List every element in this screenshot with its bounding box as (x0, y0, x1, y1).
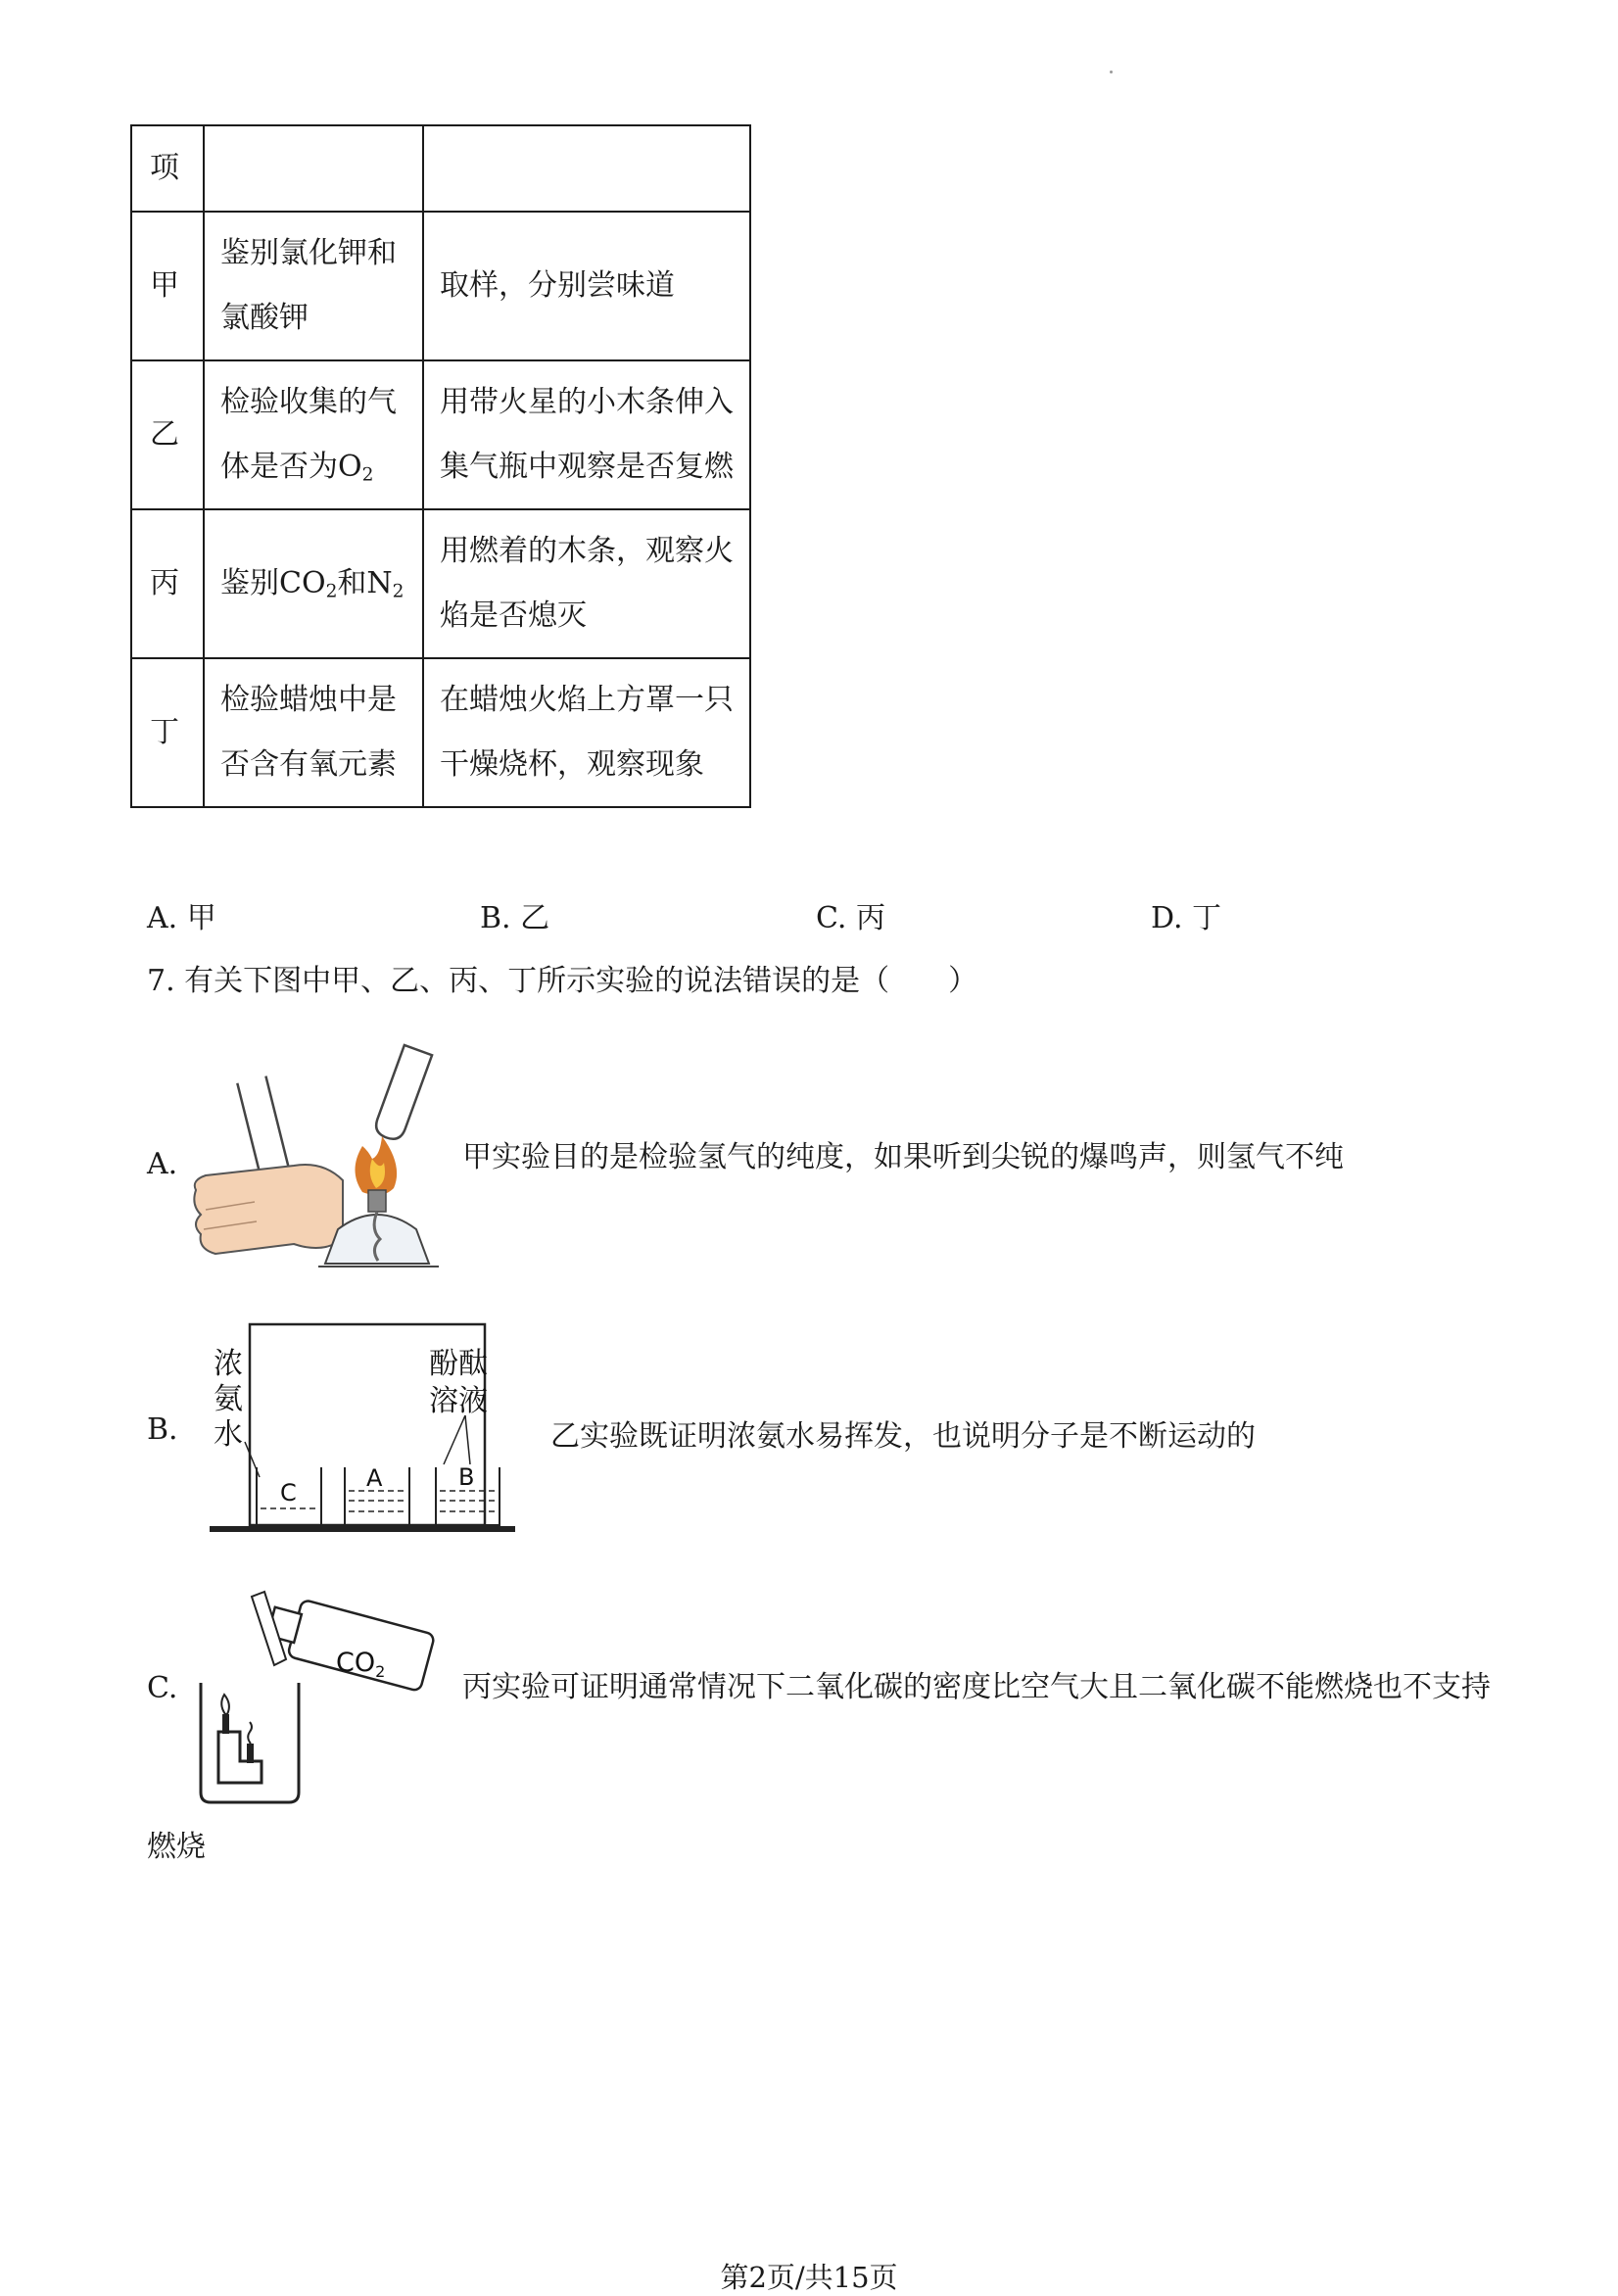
q7-c-text: 丙实验可证明通常情况下二氧化碳的密度比空气大且二氧化碳不能燃烧也不支持 (462, 1670, 1491, 1704)
scan-dot (1110, 71, 1113, 73)
table-row (131, 360, 750, 509)
q7-c-label: C. (147, 1671, 178, 1705)
candle-icon (247, 1744, 254, 1763)
inverted-tube-icon (372, 1045, 432, 1143)
fig-label-phenolphthalein: 酚酞 (429, 1347, 488, 1381)
header-method (423, 125, 750, 212)
row-purpose: 鉴别氯化钾和氯酸钾 (204, 212, 423, 360)
row-method: 在蜡烛火焰上方罩一只干燥烧杯，观察现象 (423, 658, 750, 807)
table-row (131, 509, 750, 658)
fig-label-solution: 溶液 (429, 1384, 488, 1418)
row-item: 丙 (131, 509, 204, 658)
co2-pouring-figure (191, 1587, 446, 1812)
subscript: 2 (325, 581, 338, 602)
co2-label: $CO_2$ (336, 1648, 386, 1681)
header-item: 项 (131, 125, 204, 212)
purpose-text: 和N (337, 566, 393, 600)
beaker-a-label: A (366, 1464, 383, 1492)
option-c: C. 丙 (816, 901, 885, 935)
row-purpose: 检验蜡烛中是否含有氧元素 (204, 658, 423, 807)
flame-icon (221, 1695, 229, 1714)
table-header-row (131, 125, 750, 212)
row-item: 乙 (131, 360, 204, 509)
row-purpose (204, 509, 423, 658)
header-purpose (204, 125, 423, 212)
row-method: 用燃着的木条，观察火焰是否熄灭 (423, 509, 750, 658)
purpose-text: 鉴别CO (220, 566, 326, 600)
row-item: 甲 (131, 212, 204, 360)
q7-b-label: B. (147, 1412, 178, 1447)
subscript: 2 (361, 464, 374, 486)
page-footer: 第2页/共15页 (720, 2261, 898, 2294)
fig-label-ammonia: 浓 (214, 1347, 243, 1381)
beaker-c-label: C (280, 1479, 297, 1507)
candle-icon (222, 1714, 229, 1734)
option-a: A. 甲 (147, 901, 216, 935)
purpose-text: 检验收集的气体是否为O (220, 385, 397, 484)
table-surface (210, 1526, 515, 1532)
question-stem: 7. 有关下图中甲、乙、丙、丁所示实验的说法错误的是（ ） (147, 964, 978, 998)
row-item: 丁 (131, 658, 204, 807)
hand-icon (194, 1165, 343, 1254)
q7-b-text: 乙实验既证明浓氨水易挥发，也说明分子是不断运动的 (550, 1419, 1256, 1454)
step-stand-icon (218, 1732, 262, 1783)
experiment-table (130, 124, 751, 808)
fig-label-ammonia: 水 (214, 1417, 243, 1452)
fig-label-ammonia: 氨 (214, 1382, 243, 1416)
hydrogen-purity-test-figure (186, 1043, 441, 1283)
option-b: B. 乙 (480, 901, 550, 935)
subscript: 2 (392, 581, 404, 602)
table-row (131, 212, 750, 360)
q7-a-text: 甲实验目的是检验氢气的纯度，如果听到尖锐的爆鸣声，则氢气不纯 (462, 1140, 1344, 1174)
q7-a-label: A. (147, 1147, 178, 1181)
row-method: 取样，分别尝味道 (423, 212, 750, 360)
beaker-b-label: B (458, 1463, 475, 1491)
q7-c-text-cont: 燃烧 (147, 1830, 206, 1864)
beaker-b-icon (436, 1463, 500, 1525)
row-method: 用带火星的小木条伸入集气瓶中观察是否复燃 (423, 360, 750, 509)
ammonia-diffusion-figure (206, 1322, 519, 1538)
beaker-a-icon (345, 1464, 409, 1525)
smoke-icon (248, 1722, 252, 1744)
option-d: D. 丁 (1151, 901, 1222, 935)
table-row (131, 658, 750, 807)
beaker-c-icon (257, 1467, 321, 1525)
row-purpose (204, 360, 423, 509)
